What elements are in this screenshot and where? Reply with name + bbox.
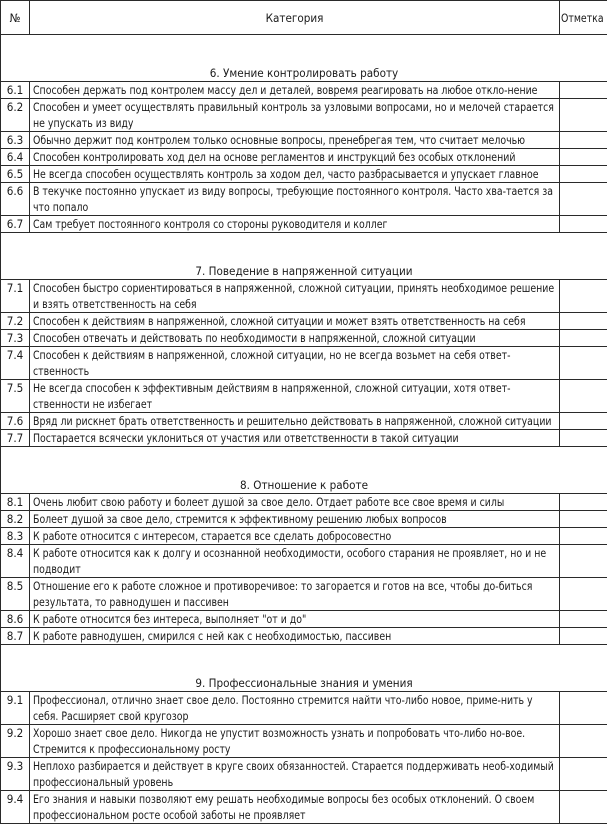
section-title: 6. Умение контролировать работу	[1, 35, 607, 82]
row-category-text: Хорошо знает свое дело. Никогда не упустит возможность узнать и попробовать что-либо но-вое. Стремится к профессиональному росту	[30, 725, 560, 758]
row-mark-cell[interactable]	[560, 313, 607, 330]
row-mark-cell[interactable]	[560, 280, 607, 313]
row-number: 6.3	[1, 132, 30, 149]
row-number: 7.5	[1, 380, 30, 413]
row-number: 7.3	[1, 330, 30, 347]
section-header-row	[1, 447, 607, 494]
row-number: 8.1	[1, 494, 30, 511]
row-number: 6.6	[1, 183, 30, 216]
row-number: 8.7	[1, 628, 30, 645]
row-category-text: К работе относится без интереса, выполняет "от и до"	[30, 611, 560, 628]
row-category-text: Способен быстро сориентироваться в напряженной, сложной ситуации, принять необходимое решение и взять ответственность на себя	[30, 280, 560, 313]
table-row	[1, 692, 607, 725]
row-mark-cell[interactable]	[560, 628, 607, 645]
row-mark-cell[interactable]	[560, 758, 607, 791]
row-category-text: Не всегда способен осуществлять контроль за ходом дел, часто разбрасывается и упускает главное	[30, 166, 560, 183]
row-number: 7.1	[1, 280, 30, 313]
row-number: 7.4	[1, 347, 30, 380]
table-row	[1, 791, 607, 824]
row-number: 8.2	[1, 511, 30, 528]
row-category-text: Профессионал, отлично знает свое дело. Постоянно стремится найти что-либо новое, приме-нить у себя. Расширяет свой кругозор	[30, 692, 560, 725]
row-mark-cell[interactable]	[560, 166, 607, 183]
row-mark-cell[interactable]	[560, 545, 607, 578]
row-mark-cell[interactable]	[560, 216, 607, 233]
row-mark-cell[interactable]	[560, 330, 607, 347]
table-body	[1, 35, 607, 824]
row-category-text: К работе относится как к долгу и осознанной необходимости, особого старания не проявляет, но и не подводит	[30, 545, 560, 578]
row-mark-cell[interactable]	[560, 430, 607, 447]
row-mark-cell[interactable]	[560, 347, 607, 380]
row-category-text: Способен отвечать и действовать по необходимости в напряженной, сложной ситуации	[30, 330, 560, 347]
row-number: 8.6	[1, 611, 30, 628]
table-row	[1, 149, 607, 166]
section-header-row	[1, 233, 607, 280]
table-row	[1, 166, 607, 183]
row-number: 9.2	[1, 725, 30, 758]
row-number: 7.7	[1, 430, 30, 447]
table-row	[1, 725, 607, 758]
row-number: 7.2	[1, 313, 30, 330]
table-row	[1, 494, 607, 511]
row-category-text: Его знания и навыки позволяют ему решать необходимые вопросы без особых отклонений. О своем профессиональном росте особой заботы не проявляет	[30, 791, 560, 824]
row-number: 9.1	[1, 692, 30, 725]
row-number: 8.5	[1, 578, 30, 611]
row-category-text: Способен и умеет осуществлять правильный контроль за узловыми вопросами, но и мелочей старается не упускать из виду	[30, 99, 560, 132]
header-number: №	[1, 1, 30, 35]
row-mark-cell[interactable]	[560, 528, 607, 545]
row-category-text: Не всегда способен к эффективным действиям в напряженной, сложной ситуации, хотя ответ-ственности не избегает	[30, 380, 560, 413]
row-category-text: Неплохо разбирается и действует в круге своих обязанностей. Старается поддерживать необ-ходимый профессиональный уровень	[30, 758, 560, 791]
row-category-text: К работе равнодушен, смирился с ней как с необходимостью, пассивен	[30, 628, 560, 645]
row-mark-cell[interactable]	[560, 611, 607, 628]
row-category-text: Отношение его к работе сложное и противоречивое: то загорается и готов на все, чтобы до-биться результата, то равнодушен и пассивен	[30, 578, 560, 611]
header-row	[1, 1, 607, 35]
table-row	[1, 628, 607, 645]
row-number: 9.3	[1, 758, 30, 791]
row-category-text: В текучке постоянно упускает из виду вопросы, требующие постоянного контроля. Часто хва-тается за что попало	[30, 183, 560, 216]
table-row	[1, 413, 607, 430]
row-mark-cell[interactable]	[560, 494, 607, 511]
row-mark-cell[interactable]	[560, 791, 607, 824]
row-category-text: Способен контролировать ход дел на основе регламентов и инструкций без особых отклонений	[30, 149, 560, 166]
header-category: Категория	[30, 1, 560, 35]
row-number: 6.2	[1, 99, 30, 132]
table-row	[1, 611, 607, 628]
table-row	[1, 380, 607, 413]
row-number: 6.7	[1, 216, 30, 233]
table-row	[1, 545, 607, 578]
row-mark-cell[interactable]	[560, 132, 607, 149]
row-number: 6.4	[1, 149, 30, 166]
table-row	[1, 758, 607, 791]
table-row	[1, 347, 607, 380]
row-number: 7.6	[1, 413, 30, 430]
row-mark-cell[interactable]	[560, 725, 607, 758]
row-number: 6.5	[1, 166, 30, 183]
row-category-text: Обычно держит под контролем только основные вопросы, пренебрегая тем, что считает мелочью	[30, 132, 560, 149]
table-row	[1, 511, 607, 528]
table-row	[1, 99, 607, 132]
row-category-text: Постарается всячески уклониться от участия или ответственности в такой ситуации	[30, 430, 560, 447]
section-header-row	[1, 35, 607, 82]
row-category-text: Вряд ли рискнет брать ответственность и решительно действовать в напряженной, сложной ситуации	[30, 413, 560, 430]
row-category-text: Болеет душой за свое дело, стремится к эффективному решению любых вопросов	[30, 511, 560, 528]
section-title: 8. Отношение к работе	[1, 447, 607, 494]
row-mark-cell[interactable]	[560, 413, 607, 430]
row-mark-cell[interactable]	[560, 149, 607, 166]
row-category-text: Сам требует постоянного контроля со стороны руководителя и коллег	[30, 216, 560, 233]
table-row	[1, 216, 607, 233]
table-row	[1, 430, 607, 447]
row-number: 8.3	[1, 528, 30, 545]
table-row	[1, 313, 607, 330]
row-mark-cell[interactable]	[560, 578, 607, 611]
row-category-text: Способен держать под контролем массу дел и деталей, вовремя реагировать на любое откло-нение	[30, 82, 560, 99]
section-header-row	[1, 645, 607, 692]
row-mark-cell[interactable]	[560, 183, 607, 216]
row-mark-cell[interactable]	[560, 380, 607, 413]
table-row	[1, 578, 607, 611]
table-row	[1, 280, 607, 313]
header-mark: Отметка	[560, 1, 607, 35]
row-number: 6.1	[1, 82, 30, 99]
table-row	[1, 132, 607, 149]
section-title: 7. Поведение в напряженной ситуации	[1, 233, 607, 280]
row-mark-cell[interactable]	[560, 99, 607, 132]
row-category-text: Очень любит свою работу и болеет душой за свое дело. Отдает работе все свое время и силы	[30, 494, 560, 511]
table-row	[1, 82, 607, 99]
row-number: 8.4	[1, 545, 30, 578]
table-row	[1, 528, 607, 545]
row-category-text: Способен к действиям в напряженной, сложной ситуации и может взять ответственность на себя	[30, 313, 560, 330]
row-mark-cell[interactable]	[560, 82, 607, 99]
table-row	[1, 183, 607, 216]
row-category-text: Способен к действиям в напряженной, сложной ситуации, но не всегда возьмет на себя ответ-ственность	[30, 347, 560, 380]
table-row	[1, 330, 607, 347]
row-category-text: К работе относится с интересом, старается все сделать добросовестно	[30, 528, 560, 545]
row-mark-cell[interactable]	[560, 692, 607, 725]
row-number: 9.4	[1, 791, 30, 824]
row-mark-cell[interactable]	[560, 511, 607, 528]
section-title: 9. Профессиональные знания и умения	[1, 645, 607, 692]
